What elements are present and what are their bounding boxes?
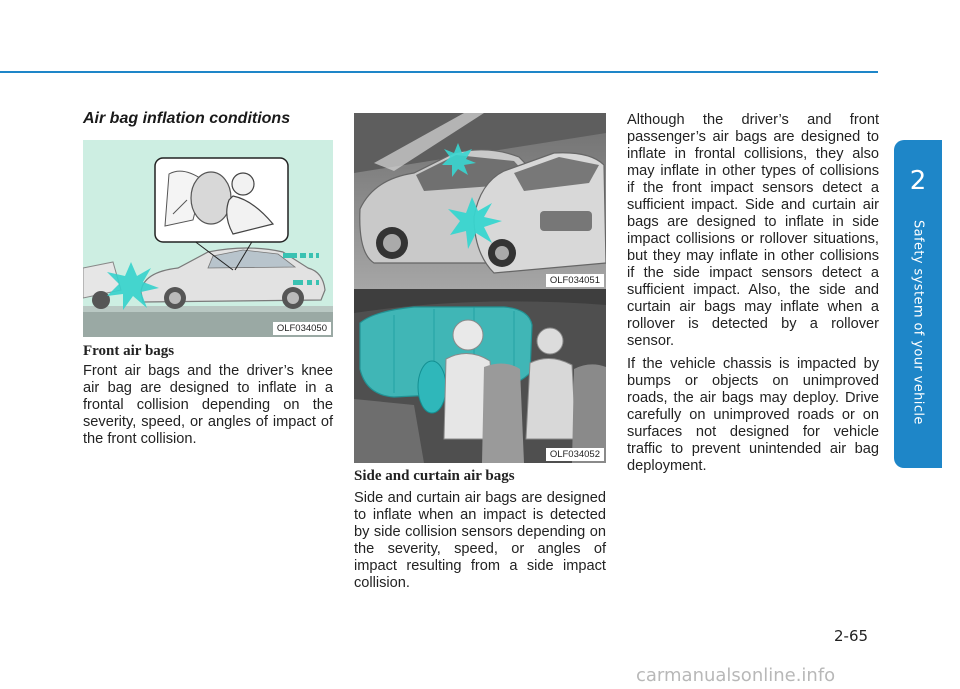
figure-front-airbags xyxy=(83,140,333,337)
front-collision-illustration xyxy=(83,140,333,337)
page-number: 2-65 xyxy=(834,627,869,645)
figure-side-collision xyxy=(354,113,606,289)
figure-code: OLF034052 xyxy=(546,448,604,461)
watermark: carmanualsonline.info xyxy=(636,665,836,686)
top-rule xyxy=(0,71,878,73)
chapter-title: Safety system of your vehicle xyxy=(910,220,926,425)
side-airbags-text: Side and curtain air bags are designed to inflate when an impact is detected by side collision sensors depending on the severity, speed, or angles of impact resulting from a side impact collision. xyxy=(354,490,606,591)
chapter-tab xyxy=(894,140,942,468)
paragraph-unimproved-roads: If the vehicle chassis is impacted by bumps or objects on unimproved roads, the air bags may deploy. Drive carefully on unimproved roads or on surfaces not designed for vehicle traffic to prevent unintended air bag deployment. xyxy=(627,356,879,474)
front-airbags-heading: Front air bags xyxy=(83,343,175,359)
side-airbags-heading: Side and curtain air bags xyxy=(354,468,515,484)
paragraph-inflation-other-collisions: Although the driver’s and front passenger’s air bags are designed to inflate in frontal collisions, they also may inflate in other types of collisions if the front impact sensors detect a sufficient impact. Side and curtain air bags are designed to inflate in side impact collisions or rollover situations, but they may inflate in other collisions if the side impact sensors detect a sufficient impact. Also, the side and curtain air bags may inflate when a rollover is detected by a rollover sensor. xyxy=(627,112,879,349)
side-collision-illustration xyxy=(354,113,606,289)
right-column-text xyxy=(627,112,879,481)
chapter-number: 2 xyxy=(909,166,927,196)
figure-code: OLF034051 xyxy=(546,274,604,287)
section-title: Air bag inflation conditions xyxy=(83,110,291,127)
figure-code: OLF034050 xyxy=(273,322,331,335)
figure-curtain-airbag xyxy=(354,289,606,463)
front-airbags-text: Front air bags and the driver’s knee air bag are designed to inflate in a frontal collision depending on the severity, speed, or angles of impact of the front collision. xyxy=(83,363,333,447)
curtain-airbag-illustration xyxy=(354,289,606,463)
